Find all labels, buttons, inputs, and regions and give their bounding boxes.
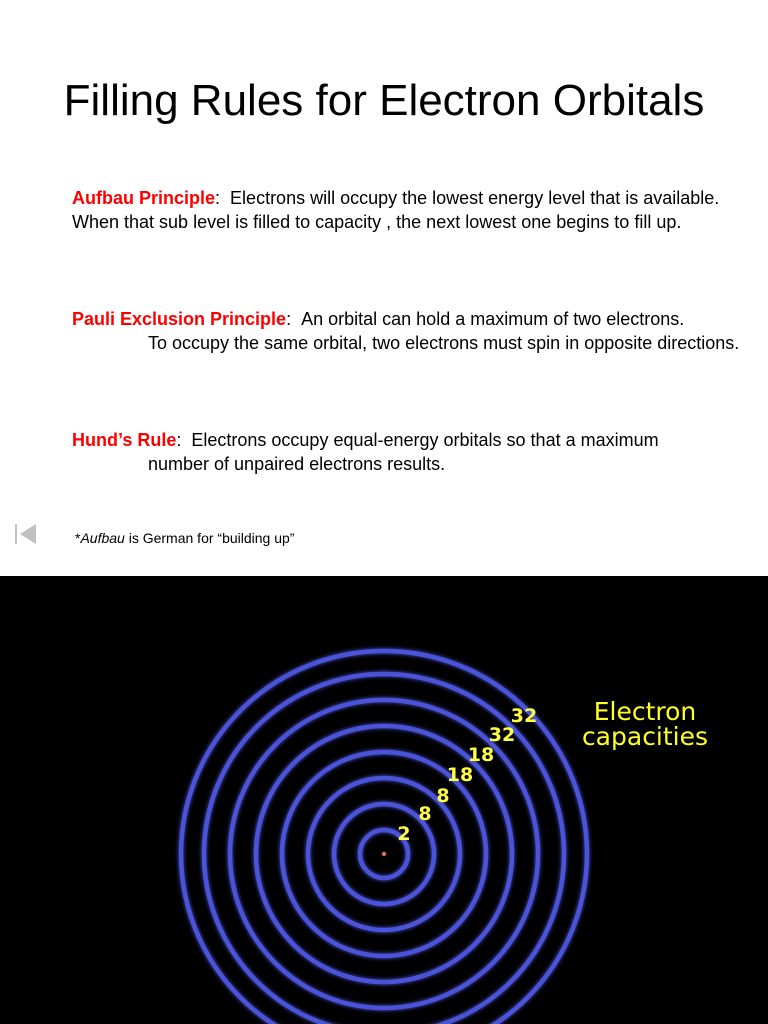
rule-separator: : bbox=[215, 188, 221, 208]
capacity-label: 18 bbox=[446, 764, 474, 786]
footnote bbox=[75, 530, 294, 546]
rule-separator: : bbox=[176, 430, 182, 450]
page-title: Filling Rules for Electron Orbitals bbox=[63, 76, 705, 125]
electron-shell-diagram bbox=[0, 576, 768, 1024]
shell-rings-canvas bbox=[0, 576, 768, 1024]
capacity-label: 32 bbox=[488, 724, 516, 746]
capacity-label: 2 bbox=[397, 823, 411, 845]
capacity-label: 32 bbox=[510, 705, 538, 727]
rule-text: Electrons occupy equal-energy orbitals so that a maximum bbox=[191, 430, 659, 450]
rule-pauli bbox=[72, 307, 756, 355]
diagram-title-line2: capacities bbox=[581, 722, 709, 751]
nucleus bbox=[382, 852, 386, 856]
rule-hund bbox=[72, 428, 756, 476]
capacity-label: 8 bbox=[436, 785, 450, 807]
capacity-label: 8 bbox=[418, 803, 432, 825]
footnote-marker: * bbox=[75, 530, 81, 546]
rule-term: Aufbau Principle bbox=[72, 188, 216, 208]
rule-continuation: To occupy the same orbital, two electrons must spin in opposite directions. bbox=[148, 333, 740, 353]
rule-term: Pauli Exclusion Principle bbox=[72, 309, 287, 329]
capacity-label: 18 bbox=[467, 744, 495, 766]
rule-text: Electrons will occupy the lowest energy level that is available. When that sub level is filled to capacity , the next lowest one begins to fill up. bbox=[72, 188, 720, 232]
diagram-title-line1: Electron bbox=[593, 697, 697, 726]
rule-text: An orbital can hold a maximum of two electrons. bbox=[301, 309, 685, 329]
rule-aufbau bbox=[72, 186, 742, 234]
footnote-text: is German for “building up” bbox=[124, 530, 295, 546]
first-slide-button[interactable] bbox=[13, 521, 39, 547]
first-slide-icon bbox=[13, 521, 39, 547]
rule-continuation: number of unpaired electrons results. bbox=[148, 454, 446, 474]
rule-separator: : bbox=[286, 309, 292, 329]
rule-term: Hund’s Rule bbox=[72, 430, 177, 450]
footnote-italic: Aufbau bbox=[80, 530, 125, 546]
